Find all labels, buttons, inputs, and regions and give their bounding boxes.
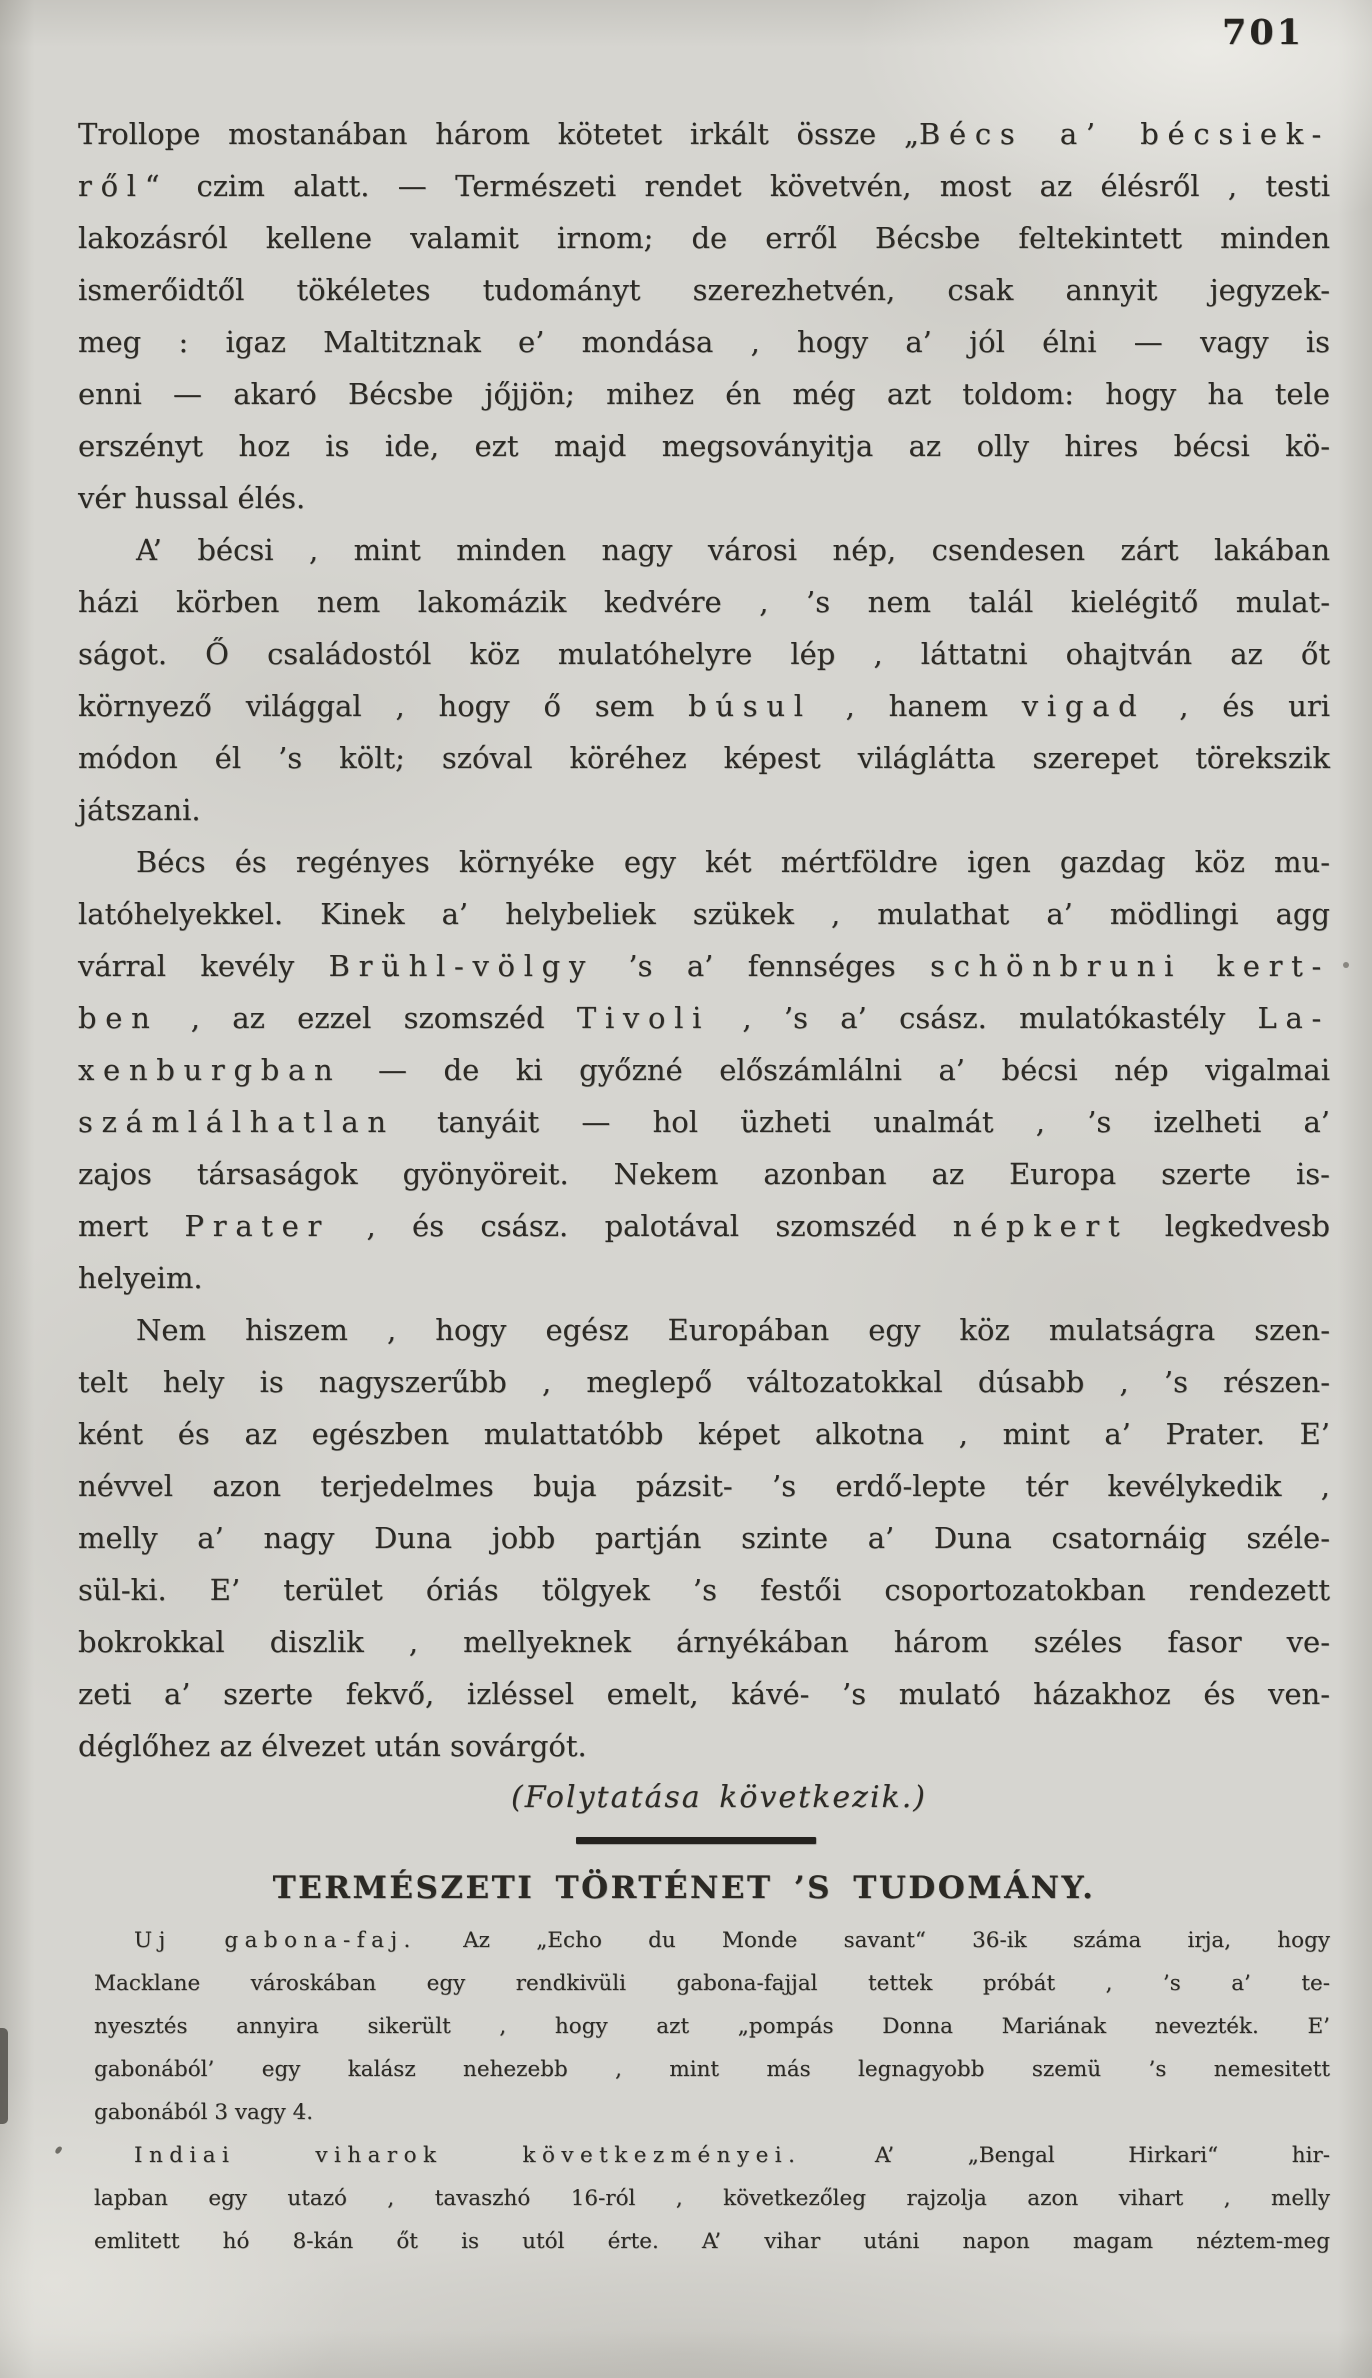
text-line [78, 888, 1330, 940]
text-segment: , és uri [1145, 689, 1330, 723]
text-segment: melly a’ nagy Duna jobb partján szinte a’ Duna csatornáig széle- [78, 1521, 1330, 1555]
text-line [94, 1919, 1330, 1962]
text-line [78, 160, 1330, 212]
text-line [78, 1460, 1330, 1512]
letterspaced-text-segment: Indiai viharok következményei. [134, 2143, 802, 2168]
letterspaced-text-segment: Uj gabona-faj. [134, 1928, 417, 1953]
text-segment: emlitett hó 8-kán őt is utól érte. A’ vihar utáni napon magam néztem-meg [94, 2229, 1330, 2254]
text-segment: , és csász. palotával szomszéd [330, 1209, 953, 1243]
text-segment: mert [78, 1209, 185, 1243]
text-segment: ismerőidtől tökéletes tudományt szerezhetvén, csak annyit jegyzek- [78, 273, 1330, 307]
text-line [78, 1616, 1330, 1668]
letterspaced-text-segment: ben [78, 1001, 159, 1035]
text-segment: A’ „Bengal Hirkari“ hir- [801, 2143, 1330, 2168]
text-line [78, 628, 1330, 680]
text-line [78, 316, 1330, 368]
text-line [94, 2220, 1330, 2263]
text-segment: Trollope mostanában három kötetet irkált össze „ [78, 117, 920, 151]
letterspaced-text-segment: népkert [952, 1209, 1129, 1243]
text-line [78, 680, 1330, 732]
text-segment: bokrokkal diszlik , mellyeknek árnyékában három széles fasor ve- [78, 1625, 1330, 1659]
text-line [78, 940, 1330, 992]
science-section-body [78, 1919, 1330, 2263]
text-line [78, 1512, 1330, 1564]
text-line [78, 264, 1330, 316]
text-line [78, 1720, 1330, 1772]
letterspaced-text-segment: Prater [184, 1209, 331, 1243]
text-segment: A’ bécsi , mint minden nagy városi nép, csendesen zárt lakában [136, 533, 1330, 567]
text-segment: telt hely is nagyszerűbb , meglepő változatokkal dúsabb , ’s részen- [78, 1365, 1330, 1399]
letterspaced-text-segment: búsul [688, 689, 812, 723]
text-line [94, 2048, 1330, 2091]
text-segment: módon él ’s költ; szóval köréhez képest világlátta szerepet törekszik [78, 741, 1330, 775]
continuation-note: (Folytatása következik.) [511, 1780, 927, 1815]
scan-artifact-speck [1343, 962, 1349, 968]
page-number: 701 [1222, 12, 1305, 53]
letterspaced-text-segment: La- [1257, 1001, 1330, 1035]
text-line [78, 784, 1330, 836]
text-segment: játszani. [78, 793, 201, 827]
text-segment: nyesztés annyira sikerült , hogy azt „pompás Donna Mariának nevezték. E’ [94, 2014, 1330, 2039]
text-line [78, 1148, 1330, 1200]
text-line [94, 2005, 1330, 2048]
text-line [78, 1304, 1330, 1356]
article-body [78, 108, 1330, 1772]
text-segment: déglőhez az élvezet után sovárgót. [78, 1729, 587, 1763]
text-segment: , ’s a’ csász. mulatókastély [710, 1001, 1258, 1035]
text-segment: enni — akaró Bécsbe jőjjön; mihez én még azt toldom: hogy ha tele [78, 377, 1330, 411]
text-segment: környező világgal , hogy ő sem [78, 689, 689, 723]
text-line [78, 836, 1330, 888]
text-segment: erszényt hoz is ide, ezt majd megsoványitja az olly hires bécsi kö- [78, 429, 1330, 463]
scan-artifact-edge [0, 2028, 8, 2124]
text-line [78, 732, 1330, 784]
text-line [78, 212, 1330, 264]
text-segment: , az ezzel szomszéd [158, 1001, 577, 1035]
text-segment: tanyáit — hol üzheti unalmát , ’s izelheti a’ [394, 1105, 1330, 1139]
section-heading: TERMÉSZETI TÖRTÉNET ’S TUDOMÁNY. [272, 1870, 1096, 1906]
text-line [94, 2091, 1330, 2134]
letterspaced-text-segment: kert- [1216, 949, 1331, 983]
letterspaced-text-segment: Bécs a’ bécsiek- [919, 117, 1331, 151]
text-segment: — de ki győzné előszámlálni a’ bécsi nép vigalmai [341, 1053, 1330, 1087]
letterspaced-text-segment: Brühl-völgy [328, 949, 595, 983]
text-column [78, 108, 1330, 2263]
text-line [78, 524, 1330, 576]
text-line [78, 1408, 1330, 1460]
text-line [78, 1252, 1330, 1304]
text-segment [1182, 949, 1216, 983]
text-segment: ságot. Ő családostól köz mulatóhelyre lép , láttatni ohajtván az őt [78, 637, 1330, 671]
text-line [78, 1668, 1330, 1720]
text-line [78, 1356, 1330, 1408]
text-segment: legkedvesb [1128, 1209, 1330, 1243]
text-line [94, 1962, 1330, 2005]
text-line [78, 1564, 1330, 1616]
text-line [94, 2177, 1330, 2220]
text-line [78, 472, 1330, 524]
text-segment: latóhelyekkel. Kinek a’ helybeliek szükek , mulathat a’ mödlingi agg [78, 897, 1330, 931]
text-segment: házi körben nem lakomázik kedvére , ’s nem talál kielégitő mulat- [78, 585, 1330, 619]
letterspaced-text-segment: xenburgban [78, 1053, 342, 1087]
text-segment: Nem hiszem , hogy egész Europában egy köz mulatságra szen- [136, 1313, 1330, 1347]
text-line [78, 1044, 1330, 1096]
text-line [78, 992, 1330, 1044]
text-segment: zeti a’ szerte fekvő, izléssel emelt, kávé- ’s mulató házakhoz és ven- [78, 1677, 1330, 1711]
text-segment: helyeim. [78, 1261, 203, 1295]
text-line [78, 420, 1330, 472]
letterspaced-text-segment: számlálhatlan [78, 1105, 395, 1139]
text-segment: várral kevély [78, 949, 329, 983]
text-line [94, 2134, 1330, 2177]
text-segment: ként és az egészben mulattatóbb képet alkotna , mint a’ Prater. E’ [78, 1417, 1330, 1451]
text-segment: , hanem [811, 689, 1022, 723]
text-segment: gabonából 3 vagy 4. [94, 2100, 314, 2125]
text-segment: Macklane városkában egy rendkivüli gabona-fajjal tettek próbát , ’s a’ te- [94, 1971, 1330, 1996]
text-segment: lapban egy utazó , tavaszhó 16-ról , következőleg rajzolja azon vihart , melly [94, 2186, 1330, 2211]
text-segment: ’s a’ fennséges [594, 949, 931, 983]
section-divider-rule [576, 1837, 816, 1844]
text-segment: Az „Echo du Monde savant“ 36-ik száma irja, hogy [416, 1928, 1330, 1953]
letterspaced-text-segment: vigad [1021, 689, 1146, 723]
text-segment: zajos társaságok gyönyöreit. Nekem azonban az Europa szerte is- [78, 1157, 1330, 1191]
text-segment: Bécs és regényes környéke egy két mértföldre igen gazdag köz mu- [136, 845, 1330, 879]
text-segment: czim alatt. — Természeti rendet követvén, most az élésről , testi [168, 169, 1330, 203]
text-segment: vér hussal élés. [78, 481, 306, 515]
text-line [78, 576, 1330, 628]
text-line [78, 1200, 1330, 1252]
letterspaced-text-segment: ről“ [78, 169, 169, 203]
text-segment: lakozásról kellene valamit irnom; de erről Bécsbe feltekintett minden [78, 221, 1330, 255]
letterspaced-text-segment: schönbruni [930, 949, 1183, 983]
text-line [78, 1096, 1330, 1148]
letterspaced-text-segment: Tivoli [576, 1001, 711, 1035]
text-segment: meg : igaz Maltitznak e’ mondása , hogy a’ jól élni — vagy is [78, 325, 1330, 359]
text-line [78, 368, 1330, 420]
text-segment: névvel azon terjedelmes buja pázsit- ’s erdő-lepte tér kevélykedik , [78, 1469, 1330, 1503]
text-segment: gabonából’ egy kalász nehezebb , mint más legnagyobb szemü ’s nemesitett [94, 2057, 1330, 2082]
text-segment: sül-ki. E’ terület óriás tölgyek ’s festői csoportozatokban rendezett [78, 1573, 1330, 1607]
text-line [78, 108, 1330, 160]
scan-artifact-speck [54, 2145, 63, 2154]
